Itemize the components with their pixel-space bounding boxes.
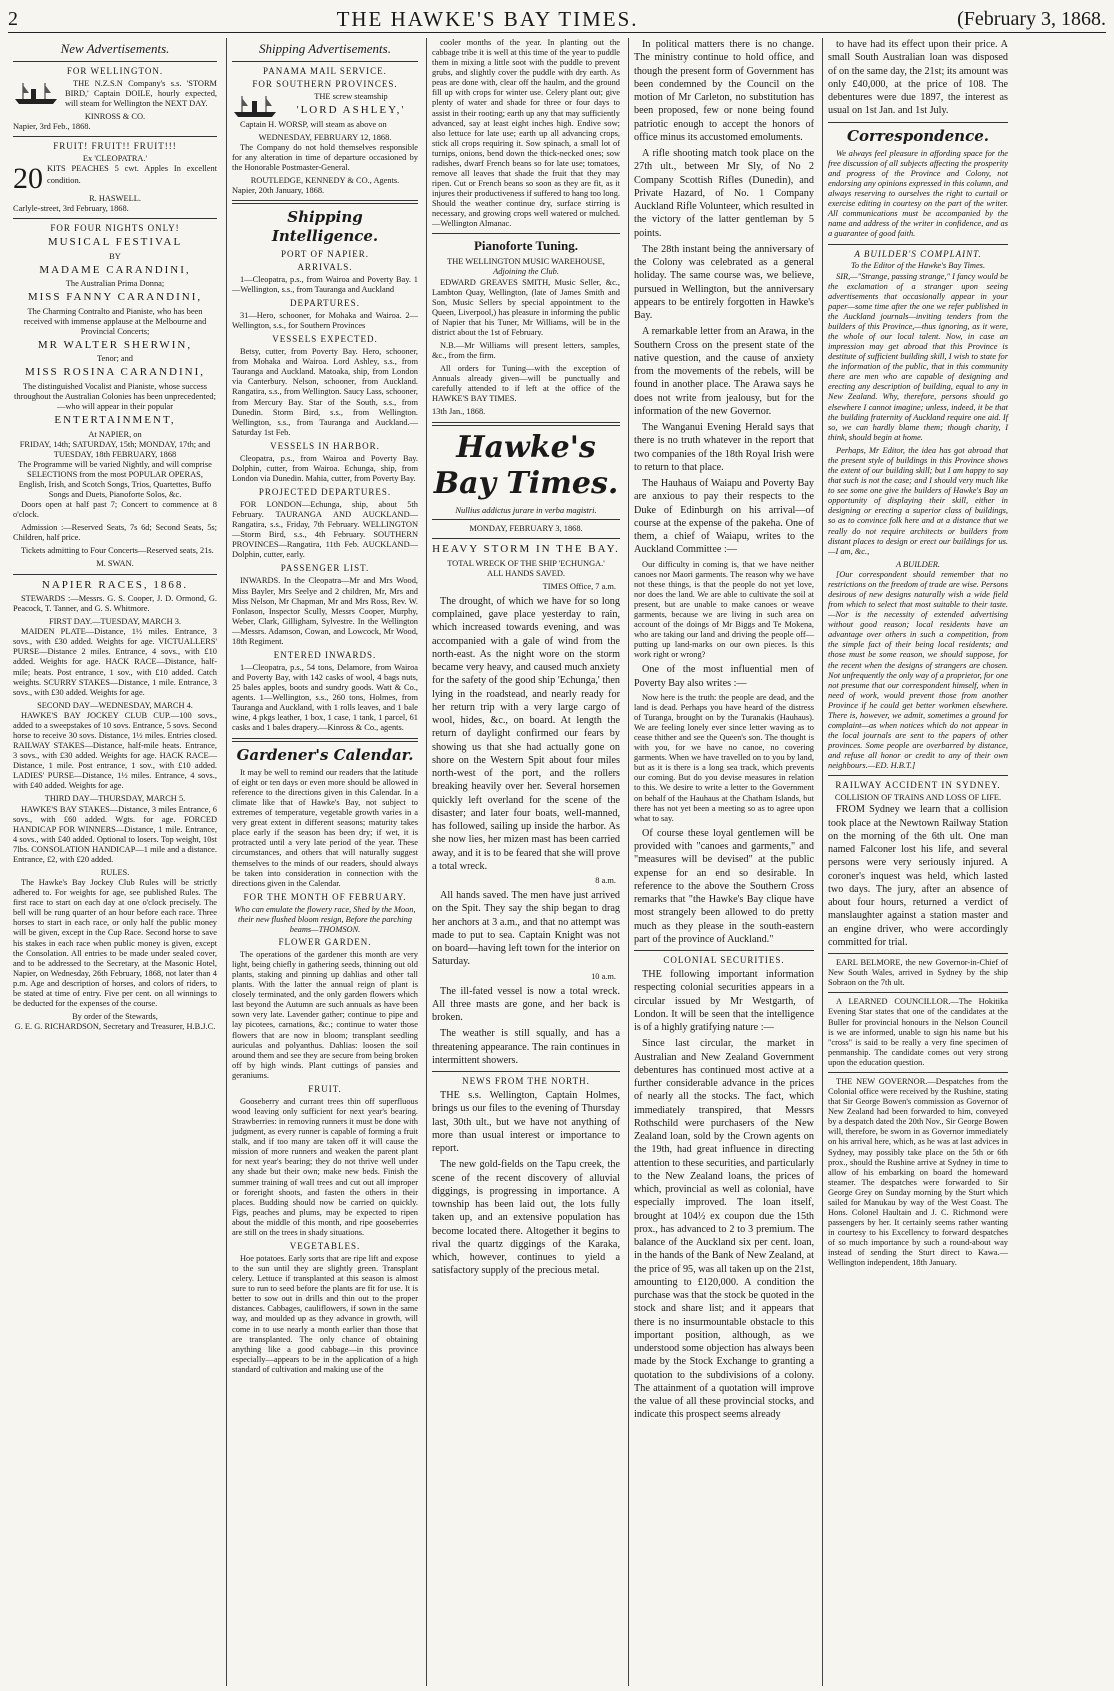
letter-signature: A BUILDER.	[895, 559, 941, 569]
sub-heading: FOR THE MONTH OF FEBRUARY.	[243, 891, 407, 902]
article-headline: A BUILDER'S COMPLAINT.	[854, 248, 982, 259]
ad-heading: Pianoforte Tuning.	[473, 238, 579, 254]
sub-heading: VESSELS EXPECTED.	[272, 334, 378, 345]
columns	[8, 38, 1106, 1686]
list-text: Cleopatra, p.s., from Wairoa and Poverty Bay. Dolphin, cutter, from Wairoa. Echunga, ship, from London via Dunedin. Mahia, cutter, from Poverty Bay.	[232, 453, 418, 483]
article-text: THE s.s. Wellington, Captain Holmes, brings us our files to the evening of Thursday last, 30th ult., but we have not anything of more than usual interest or importance to report.	[432, 1090, 620, 1155]
article-text: THE following important information respecting colonial securities appears in a circular issued by Mr Westgarth, of London. It will be seen that the intelligence is of a highly gratifying nature :—	[634, 969, 814, 1034]
ad-heading: FOR FOUR NIGHTS ONLY!	[50, 223, 180, 234]
news-item: EARL BELMORE, the new Governor-in-Chief of New South Wales, arrived in Sydney by the ship Sobraon on the 7th ult.	[828, 958, 1008, 988]
section-heading: Gardener's Calendar.	[236, 745, 414, 764]
editorial-title: Hawke's Bay Times.	[433, 429, 619, 502]
article-text: Hoe potatoes. Early sorts that are ripe lift and expose to the sun until they are slightly green. Transplant celery. Lettuce if transplanted at this season is almost sure to run to seed before the plants are fit for use. It is better to sow out in drills and thin out to the proper distances. Cabbages, cauliflowers, if sown in the same way, and moulded up as they advance in growth, will come in to use nearly a month earlier than those that are transplanted. The only chance of obtaining anything like a good cabbage—in this province especially—appears to be in the application of a high standard of cultivation and making use of the	[232, 1253, 418, 1374]
column-2	[226, 38, 423, 1686]
list-text: 1—Cleopatra, p.s., from Wairoa and Poverty Bay. 1—Wellington, s.s., from Tauranga and Auckland	[232, 274, 418, 294]
sub-heading: ENTERED INWARDS.	[273, 649, 377, 660]
article-text: The ill-fated vessel is now a total wreck. All three masts are gone, and her back is broken.	[432, 985, 620, 1024]
sub-heading: VEGETABLES.	[289, 1240, 361, 1251]
column-5	[822, 38, 1013, 1686]
performer-name: MISS FANNY CARANDINI,	[27, 291, 203, 304]
ad-text: Captain H. WORSP, will steam as above on	[240, 119, 387, 129]
ad-title: MUSICAL FESTIVAL	[47, 236, 183, 249]
article-headline: HEAVY STORM IN THE BAY.	[432, 543, 620, 556]
ad-text: The Company do not hold themselves responsible for any alteration in time of departure occasioned by the Honorable Postmaster-General.	[232, 142, 418, 173]
quoted-letter: Now here is the truth: the people are dead, and the land is dead. Perhaps you have heard of the distress of Turanga, brought on by the Turanakis (Hauhaus). We are feeling lonely ever since letter waving as to cease thither and see the Queen's son. The thought is with you, for we have no canoe, no covering garments. When we have travelled on to you by land, but as it is there is a long sea track, which prevents our coming. But do you devise measures in relation to this. We desire to write a letter to the Government on behalf of the Hauhaus at the Chatham Islands, but there has not yet been a meeting so as to agree upon what to say.	[634, 692, 814, 823]
article-headline: RAILWAY ACCIDENT IN SYDNEY.	[835, 780, 1001, 791]
poem-text: Who can emulate the flowery race, Shed by the Moon, their new flushed bloom resign, Before the parching beams—THOMSON.	[234, 904, 416, 934]
article-text: One of the most influential men of Poverty Bay also writes :—	[634, 664, 814, 689]
performer-name: MR WALTER SHERWIN,	[37, 339, 193, 351]
editorial-motto: Nullius addictus jurare in verba magistri.	[455, 504, 597, 515]
sub-heading: DEPARTURES.	[290, 298, 360, 309]
sub-heading: ARRIVALS.	[297, 261, 353, 272]
ad-title: THE WELLINGTON MUSIC WAREHOUSE,	[447, 257, 605, 267]
newspaper-title: THE HAWKE'S BAY TIMES.	[336, 6, 639, 31]
ad-heading: PANAMA MAIL SERVICE.	[263, 65, 387, 76]
article-subhead: COLLISION OF TRAINS AND LOSS OF LIFE.	[834, 793, 1002, 803]
article-text: The 28th instant being the anniversary of the Colony was celebrated as a general holiday. The same course was, we believe, pursued in Wellington, but the anniversary appears to be entirely forgotten in Hawke's Bay.	[634, 243, 814, 321]
article-timestamp: TIMES Office, 7 a.m.	[542, 581, 616, 591]
ad-text: KITS PEACHES 5 cwt. Apples In excellent condition.	[47, 164, 217, 185]
ad-date: Napier, 3rd Feb., 1868.	[13, 122, 91, 132]
article-text: Of course these loyal gentlemen will be provided with "canoes and garments," and "measures will be devised" at the public expense for an end so desirable. In reference to the above the Southern Cross remarks that "the Hawke's Bay clique have most strangely been allowed to do pretty much as they please in the south-eastern part of the province of Auckland."	[634, 827, 814, 945]
ad-text: MAIDEN PLATE—Distance, 1½ miles. Entrance, 3 sovs., with £30 added. Weights for age. VICTUALLERS' PURSE—Distance 2 miles. Entrance, 4 sovs., with £10 added. Weights for age. HACK RACE—Distance, half-mile; heats. Post entrance, 1 sov., with £10 added. Catch weights. SCURRY STAKES—Distance, 1 mile. Entrance, 3 sovs., with £30 added. Weights for age.	[13, 627, 217, 697]
ad-text: At NAPIER, on	[88, 429, 142, 439]
ad-date: Napier, 20th January, 1868.	[232, 186, 325, 196]
list-text: 31—Hero, schooner, for Mohaka and Wairoa. 2—Wellington, s.s., for Southern Provinces	[232, 311, 418, 331]
ad-agent: KINROSS & CO.	[84, 112, 146, 122]
letter-text: Perhaps, Mr Editor, the idea has got abroad that the present style of buildings in this Province shows the extent of our building skill; but I am happy to say that such is not the case; and I should very much like to see some one give the builders of Hawke's Bay an opportunity of displaying their skill, either in designing or erecting a superior class of buildings, so as to convince folk here and at a distance that we really do not require architects or builders from distant places to design or erect our buildings for us.—I am, &c.,	[828, 445, 1008, 556]
ad-text: The distinguished Vocalist and Pianiste, whose success throughout the Australian Colonies has been unprecedented;—who will appear in their popular	[14, 381, 216, 412]
ad-text: Ex 'CLEOPATRA.'	[82, 154, 148, 164]
ad-text: HAWKE'S BAY STAKES—Distance, 3 miles Entrance, 6 sovs., with £60 added. Wgts. for age. FORCED HANDICAP FOR WINNERS—Distance, 1 mile. Entrance, 4 sovs., with £40 added. Optional to losers. Top weight, 10st 7lbs. CONSOLATION HANDICAP—1 mile and a distance. Entrance, £2, with £20 added.	[13, 804, 217, 864]
article-text: A rifle shooting match took place on the 27th ult., between Mr Sly, of No 2 Company Scottish Rifles (Dunedin), and Private Hazard, of No. 1 Company Auckland Rifle Volunteer, which resulted in the victory of the latter gentleman by 5 points.	[634, 148, 814, 239]
column-4	[628, 38, 819, 1686]
list-text: Betsy, cutter, from Poverty Bay. Hero, schooner, from Mohaka and Wairoa. Lord Ashley, s.s., from Tauranga and Auckland. Matoaka, ship, from London via Canterbury. Nelson, schooner, from Auckland. Rangatira, s.s., from Wellington. Saucy Lass, schooner, from Mercury Bay. Star of the South, s.s., from Dunedin. Storm Bird, s.s., from Wellington. Wellington, s.s., from Tauranga and Auckland.—Saturday 1st Feb.	[232, 347, 418, 437]
ad-text: Tenor; and	[97, 354, 133, 364]
article-text: In political matters there is no change. The ministry continue to hold office, and though the present form of Government has been condemned by the Council on the motion of Mr Carleton, no substitution has been proposed, few or none being found patriotic enough to accept the honors of office minus its accustomed emoluments.	[634, 39, 814, 143]
ad-date: Carlyle-street, 3rd February, 1868.	[13, 204, 129, 214]
ad-heading: FOR SOUTHERN PROVINCES.	[252, 78, 398, 89]
ad-text: Adjoining the Club.	[493, 267, 559, 277]
ad-text: English, Irish, and Scotch Songs, Trios, Quartettes, Buffo Songs and Duets, Pianoforte Solos, &c.	[18, 479, 212, 499]
list-text: 1—Cleopatra, p.s., 54 tons, Delamore, from Wairoa and Poverty Bay, with 142 casks of wool, 4 bags nuts, 25 bales apples, boots and sundry goods. Watt & Co., agents. 1—Wellington, s.s., 260 tons, Holmes, from Tauranga and Auckland, with 1 rolls leaves, and 1 bale wine, 4 pkgs leather, 1 box, 1 case, 1 tank, 1 parcel, 61 casks and 1 bales drapery.—Kinross & Co., agents.	[232, 662, 418, 733]
ad-date: 13th Jan., 1868.	[432, 407, 486, 417]
article-headline: COLONIAL SECURITIES.	[663, 955, 785, 966]
ad-text: All orders for Tuning—with the exception of Annuals already given—will be punctually and carefully attended to if left at the office of the HAWKE'S BAY TIMES.	[432, 364, 620, 404]
ad-text: The Programme will be varied Nightly, and will comprise	[18, 459, 212, 469]
column-3	[426, 38, 625, 1686]
ad-text: SELECTIONS from the most POPULAR OPERAS,	[27, 469, 203, 479]
article-subhead: To the Editor of the Hawke's Bay Times.	[850, 261, 986, 271]
ad-text: STEWARDS :—Messrs. G. S. Cooper, J. D. Ormond, G. Peacock, T. Tanner, and G. S. Whitmore.	[13, 593, 217, 614]
article-text: The operations of the gardener this month are very light, being chiefly in gathering seeds, thinning out old plants, staking and pinning up dahlias and other tall plants. With the latter the annual reign of plant is closely terminated, and the only garden flowers which last beyond the Autumn are such annuals as have been sown very late. Lavender gather; continue to pipe and lay picotees, carnations, &c.; continue to water those flowers that are now in bloom; transplant seedling auriculas and polyanthus. Dahlias: loosen the soil around them and see they are secure from being broken off by high winds. Plant cuttings of pansies and geraniums.	[232, 949, 418, 1080]
article-text: Gooseberry and currant trees thin off superfluous wood leaving only sufficient for next year's bearing. Strawberries: in removing runners it must be done with judgment, as every runner is capable of forming a fruit stalk, and if too many are taken off it will cause the mission of more runners and weaken the parent plant for next year's bearing; they do not thrive well under any shade but their own; make new beds. Finish the summer training of wall trees and cut out all improper or foreright shoots, and fasten the others in their places. Budding should now be carried on quickly. Figs, peaches and plums, may be expected to ripen about the middle of this month, and ripe gooseberries are still on the trees in shady situations.	[232, 1096, 418, 1237]
race-day-heading: FIRST DAY.—TUESDAY, MARCH 3.	[48, 617, 182, 627]
sub-heading: PASSENGER LIST.	[280, 563, 370, 574]
page-number: 2	[8, 7, 18, 30]
ad-text: THE N.Z.S.N Company's s.s. 'STORM BIRD,' Captain DOILE, hourly expected, will steam for Wellington the NEXT DAY.	[65, 78, 217, 108]
ad-agent: ROUTLEDGE, KENNEDY & CO., Agents.	[250, 176, 400, 186]
ad-agent: R. HASWELL.	[89, 194, 141, 204]
steamship-icon	[232, 94, 280, 120]
ad-text: N.B.—Mr Williams will present letters, samples, &c., from the firm.	[432, 340, 620, 361]
column-1	[8, 38, 222, 1686]
ad-text: By order of the Stewards,	[72, 1012, 158, 1022]
article-headline: NEWS FROM THE NORTH.	[462, 1076, 590, 1087]
issue-date: (February 3, 1868.	[957, 7, 1106, 30]
sub-heading: FRUIT.	[308, 1083, 342, 1094]
article-text: The Wanganui Evening Herald says that there is no truth whatever in the report that two companies of the 18th Royal Irish were to return to that place.	[634, 422, 814, 473]
article-text: The drought, of which we have for so long complained, gave place yesterday to rain, which increased towards evening, and was accompanied with a gale of wind from the north-east. As the night wore on the storm became very heavy, and caused much anxiety for the safety of the good ship 'Echunga,' then lying in the roadstead, and nearly ready for her return trip with a very large cargo of wool, hides, &c., on board. At length the return of daylight confirmed our fears by showing us that she had actually gone on shore on the Western Spit about four miles north-west of the port, and the rollers breaking heavily over her. Several horsemen quickly left overland for the scene of the disaster; and later four boats, well-manned, has followed, sailing up inside the harbor. As she now lies, her mizen mast has been carried away, and it is to be feared that she will prove a total wreck.	[432, 595, 620, 872]
article-text: A remarkable letter from an Arawa, in the Southern Cross on the present state of the native question, and the cause of anxiety from the movements of the rebels, will be found in another place. The Arawa says he does not write from jealousy, but for the information of the new Governor.	[634, 326, 814, 417]
section-heading: Shipping Intelligence.	[271, 208, 379, 245]
sub-heading: VESSELS IN HARBOR.	[270, 440, 380, 451]
ad-text: HAWKE'S BAY JOCKEY CLUB CUP.—100 sovs., added to a sweepstakes of 10 sovs. Entrance, 5 sovs. Second horse to receive 30 sovs. Distance, 1½ miles. Entries closed. RAILWAY STAKES—Distance, half-mile heats. Entrance, 3 sovs., with £30 added. Weights for age. HACK RACE—Distance, 1 mile. Post entrance, 1 sov., with £10 added. LADIES' PURSE—Distance, 1½ miles. Entrance, 4 sovs., with £40 added. Weights for age.	[13, 710, 217, 791]
article-text: Since last circular, the market in Australian and New Zealand Government debentures has continued most active at a further considerable advance in the prices of nearly all the stocks. The fact, which immediately transpired, that Messrs Rothschild were purchasers of the New Zealand loan, sold by the Crown agents on the 19th, had great influence in directing attention to these securities, and particularly to the New Zealand loans, the prices of which, provincial as well as colonial, have especially improved. The loan itself, brought at 104½ ex coupon due the 15th prox., has advanced to 2 to 3 premium. The balance of the Auckland six per cent. loan, in the hands of the Bank of New Zealand, at the price of 95, was all taken up on the 21st, amounting to £120,000. A condition the purchase was that the stock be quoted in the stock and share list; and it appears that there is no insurmountable obstacle to this important position, although, as we understood some objection has always been made by the Stock Exchange to granting a quotation to the subdivisions of a colony. The attainment of a quotation will improve the value of all these provincial stocks, and indicate this prospect seems already	[634, 1038, 814, 1421]
ad-text: EDWARD GREAVES SMITH, Music Seller, &c., Lambton Quay, Wellington, (late of James Smith and Son, Music Sellers by special appointment to the Queen, Liverpool,) has pleasure in informing the public of Napier that his Tuner, Mr Williams, will be in the district about the 1st of February.	[432, 277, 620, 337]
ad-title: NAPIER RACES, 1868.	[41, 578, 189, 591]
article-timestamp: 8 a.m.	[595, 876, 616, 886]
ad-heading: FRUIT! FRUIT!! FRUIT!!!	[53, 141, 177, 152]
article-text: The weather is still squally, and has a threatening appearance. The rain continues in intermittent showers.	[432, 1028, 620, 1066]
sub-heading: PROJECTED DEPARTURES.	[258, 487, 392, 498]
sub-heading: PORT OF NAPIER.	[280, 248, 370, 259]
article-text: FROM Sydney we learn that a collision took place at the Newtown Railway Station on the morning of the 6th ult. One man named Falconer lost his life, and several persons were very seriously injured. A coroner's inquest was held, which lasted two days. The jury, after an absence of about four hours, returned a verdict of manslaughter against a station master and an engine driver, who were accordingly committed for trial.	[828, 804, 1008, 948]
section-heading: New Advertisements.	[60, 41, 170, 56]
article-text: All hands saved. The men have just arrived on the Spit. They say the ship began to drag her anchors at 3 a.m., and that no attempt was made to put to sea. Captain Knight was not on board—having left town for the interior on Saturday.	[432, 890, 620, 968]
article-text: It may be well to remind our readers that the latitude of eight or ten days or even more should be allowed in reference to the directions given in this Calendar. In a climate like that of Hawke's Bay, not subject to extremes of temperature, vegetable growth varies in a very great extent in different seasons; maturity takes place early if the season has been dry; if wet, it is protracted until a very late period of the year. These circumstances, and others that will naturally suggest themselves to the minds of our readers, should always be taken into consideration in connection with the directions given in the Calendar.	[232, 767, 418, 888]
article-text: The Hauhaus of Waiapu and Poverty Bay are anxious to pay their respects to the Duke of Edinburgh on his arrival—of course at the expense of the pakeha. One of them, a chief of Waiapu, writes to the Auckland Committee :—	[634, 478, 814, 556]
section-heading: Correspondence.	[847, 126, 989, 145]
list-text: FOR LONDON—Echunga, ship, about 5th February. TAURANGA AND AUCKLAND—Rangatira, s.s., Friday, 7th February. WELLINGTON—Storm Bird, s.s., 4th February. SOUTHERN PROVINCES—Rangatira, 11th Feb. AUCKLAND—Dolphin, cutter, early.	[232, 500, 418, 560]
performer-name: MISS ROSINA CARANDINI,	[25, 366, 205, 379]
masthead	[8, 6, 1106, 33]
section-heading: Shipping Advertisements.	[259, 41, 391, 56]
steamship-icon	[13, 81, 61, 107]
editor-note: We always feel pleasure in affording space for the free discussion of all subjects affecting the prosperity and progress of the Province and Colony, not endorsing any opinions expressed in this column, and always reserving to ourselves the right to curtail or exercise editing in courtesy on the part of the writer. All communications must be accompanied by the name and address of the writer in confidence, and as a guarantee of good faith.	[828, 148, 1008, 239]
ad-text: The Australian Prima Donna;	[65, 279, 165, 289]
race-day-heading: SECOND DAY—WEDNESDAY, MARCH 4.	[37, 700, 193, 710]
quoted-letter: Our difficulty in coming is, that we have neither canoes nor Maori garments. The reason why we have not these things, is that the people do not yet love, nor does the land. We are able to cultivate the soil at present, but are unable to make canoes or weave garments, because we are living in such area on account of the doings of Mr Biggs and Te Mokena, who are taking our land and driving the people off—putting up land-marks on our own pieces. Is this work right or wrong?	[634, 559, 814, 660]
news-item: THE NEW GOVERNOR.—Despatches from the Colonial office were received by the Rushine, stating that Sir George Bowen's commission as Governor of New Zealand had been forwarded to him, conveyed by a despatch dated the 20th Nov., Sir George Bowen will, therefore, be sworn in as Governor immediately on his arrival here, which, as he was at last advices in Sydney, may possibly take place on the 5th or 6th prox., should the Rushine arrive at Sydney in time to allow of his embarking on board the homeward steamer. The despatches were forwarded to Sir George Grey on Sunday morning by the Sturt which sailed for Manukau by way of the West Coast. The Hons. Colonel Haultain and J. C. Richmond were passengers by her. It certainly seems rather wanting in courtesy to his Excellency to forward despatches of so much importance by such a round-about way instead of sending the Sturt direct to Kawa.—Wellington independent, 18th January.	[828, 1076, 1008, 1268]
ad-text: WEDNESDAY, FEBRUARY 12, 1868.	[258, 132, 392, 142]
article-text: to have had its effect upon their price. A small South Australian loan was disposed of on the same day, the 21st; its amount was only £40,000, at the price of 108. The debentures were due 1897, the interest as usual on 1st Jan. and 1st July.	[828, 39, 1008, 117]
editorial-date: MONDAY, FEBRUARY 3, 1868.	[469, 524, 583, 534]
ad-text: Tickets admitting to Four Concerts—Reserved seats, 21s.	[21, 546, 214, 556]
sub-heading: FLOWER GARDEN.	[278, 936, 372, 947]
ad-text: FRIDAY, 14th; SATURDAY, 15th; MONDAY, 17th; and TUESDAY, 18th FEBRUARY, 1868	[19, 439, 211, 459]
article-text: cooler months of the year. In planting out the cabbage tribe it is well at this time of the year to puddle them in mixing a little soot with the puddle to prevent grubs, and slightly cover the puddle with dry earth. As peas are done with, clear off the haulm, and the ground fill up with crops for winter use. Celery plant out; give plenty of water and shade for three or four days to assist in their rooting; earth up any that may sufficiently advanced, say at least eight inches high. Endive sow; also lettuce for late use; earth up all advancing crops, stick all crops requiring it. Sow spinach, a small lot of turnips, onions, bend down the thick-necked ones; sow radishes, dwarf French beans so for late use; tomatoes, remove all leaves that shade the fruit that they may ripen. Cut or French beans so soon as they are fit, as it injures their productiveness if suffered to hang too long. Should the weather continue dry, surface stirring is necessary, and growing crops well watered or mulched.—Wellington Almanac.	[432, 38, 621, 229]
list-text: INWARDS. In the Cleopatra—Mr and Mrs Wood, Miss Bayler, Mrs Seelye and 2 children, Mr, Mrs and Miss Nelson, Mr Chapman, Mr and Mrs Ross, Rev. W. Fonlason, Inspector Scully, Messrs Cooper, Murphy, Weber, Clark, Gilligham, Sylvestre. In the Wellington—Messrs. Adamson, Cowan, and Lowcock, Mr Wood, 18th Regiment.	[232, 576, 418, 646]
ad-number: 20	[13, 162, 43, 196]
ad-agent: M. SWAN.	[96, 559, 134, 569]
article-subhead: ALL HANDS SAVED.	[487, 568, 565, 578]
article-subhead: TOTAL WRECK OF THE SHIP 'ECHUNGA.'	[447, 558, 605, 568]
ad-text: Doors open at half past 7; Concert to commence at 8 o'clock.	[13, 500, 217, 520]
ad-text: Admission :—Reserved Seats, 7s 6d; Second Seats, 5s; Children, half price.	[13, 523, 217, 543]
news-item: A LEARNED COUNCILLOR.—The Hokitika Evening Star states that one of the candidates at the Buller for provincial honours in the Nelson Council is we are informed, unable to sign his name but his "cross" is said to be really a very fine specimen of penmanship. The candidate comes out very strong upon the education question.	[828, 997, 1008, 1067]
performer-name: MADAME CARANDINI,	[39, 263, 191, 276]
article-timestamp: 10 a.m.	[591, 971, 616, 981]
editor-note: [Our correspondent should remember that no restrictions on the freedom of trade are wise. Persons desirous of new designs naturally wish a wide field from which to select that most suitable to their taste.—Nor is the necessity of extended advertising without good reason; local residents have an advantage over others in such a competition, from the simple fact of their being local residents; and those must be some reason, we should suppose, for the recent when the designs of strangers are chosen. Not unfrequently the only way of a proprietor, for one not presume that our correspondent himself, when in need of work, would prevent those from another Province if he could get better workmen elsewhere. There is, however, we admit, sometimes a ground for complaint—as when notices which do not appear in the local journals are sent to the papers of other provinces. Some people are overbarred by distance, and refuse all honor or credit to any of their own neighbours.—ED. H.B.T.]	[828, 569, 1008, 771]
ad-text: The Hawke's Bay Jockey Club Rules will be strictly adhered to. For weights for age, see published Rules. The first race to start on each day at one o'clock precisely. The bell will be rung quarter of an hour before each race. Three horses to start in each race, or only half the public money will be given, except in the Cup Race. Second horse to save his stakes in each race when public money is given, except the Consolation. All entries to be made under sealed cover, and to be addressed to the Secretary, at the Masonic Hotel, Napier, on Wednesday, 26th February, 1868, not later than 4 p.m. Age and description of horses, and colors of riders, to be stated at time of entry. Five per cent. on all winnings to be deducted for the expenses of the course.	[13, 878, 217, 1008]
ad-text: The Charming Contralto and Pianiste, who has been received with immense applause at the Melbourne and Provincial Concerts;	[23, 306, 207, 336]
letter-text: SIR,—"Strange, passing strange," I fancy would be the exclamation of a stranger upon seeing advertisements that occasionally appear in your paper—some time after the one we refer published in the Auckland journals—inviting tenders from the builders of this Province,—thus ignoring, as it were, the whole of our local talent. Now, in case an impression may get abroad that this Province is destitute of sufficient building skill, I wish to state for the information of the public, that in this community there are men who are capable of designing and erecting any description of building, equal to any in New Zealand. Why, therefore, persons should go elsewhere I cannot imagine; unless, indeed, it be that the building fraternity of Auckland require one aid. If so, we can hardly blame them; though charity, I think, should begin at home.	[828, 271, 1008, 442]
ad-text: THE screw steamship	[314, 91, 388, 101]
ship-name: 'LORD ASHLEY,'	[296, 103, 406, 116]
ad-title: ENTERTAINMENT,	[54, 414, 176, 427]
rules-heading: RULES.	[100, 867, 130, 877]
ad-text: BY	[109, 251, 121, 261]
ad-heading: FOR WELLINGTON.	[66, 65, 164, 76]
article-text: The new gold-fields on the Tapu creek, the scene of the recent discovery of alluvial diggings, is progressing in importance. A township has been laid out, the lots fully taken up, and an extensive population has become located there. Altogether it begins to rival the quartz diggings of the Karaka, which, however, continues to yield a satisfactory supply of the precious metal.	[432, 1159, 620, 1277]
race-day-heading: THIRD DAY—THURSDAY, MARCH 5.	[44, 794, 186, 804]
ad-agent: G. E. G. RICHARDSON, Secretary and Treasurer, H.B.J.C.	[14, 1022, 216, 1032]
